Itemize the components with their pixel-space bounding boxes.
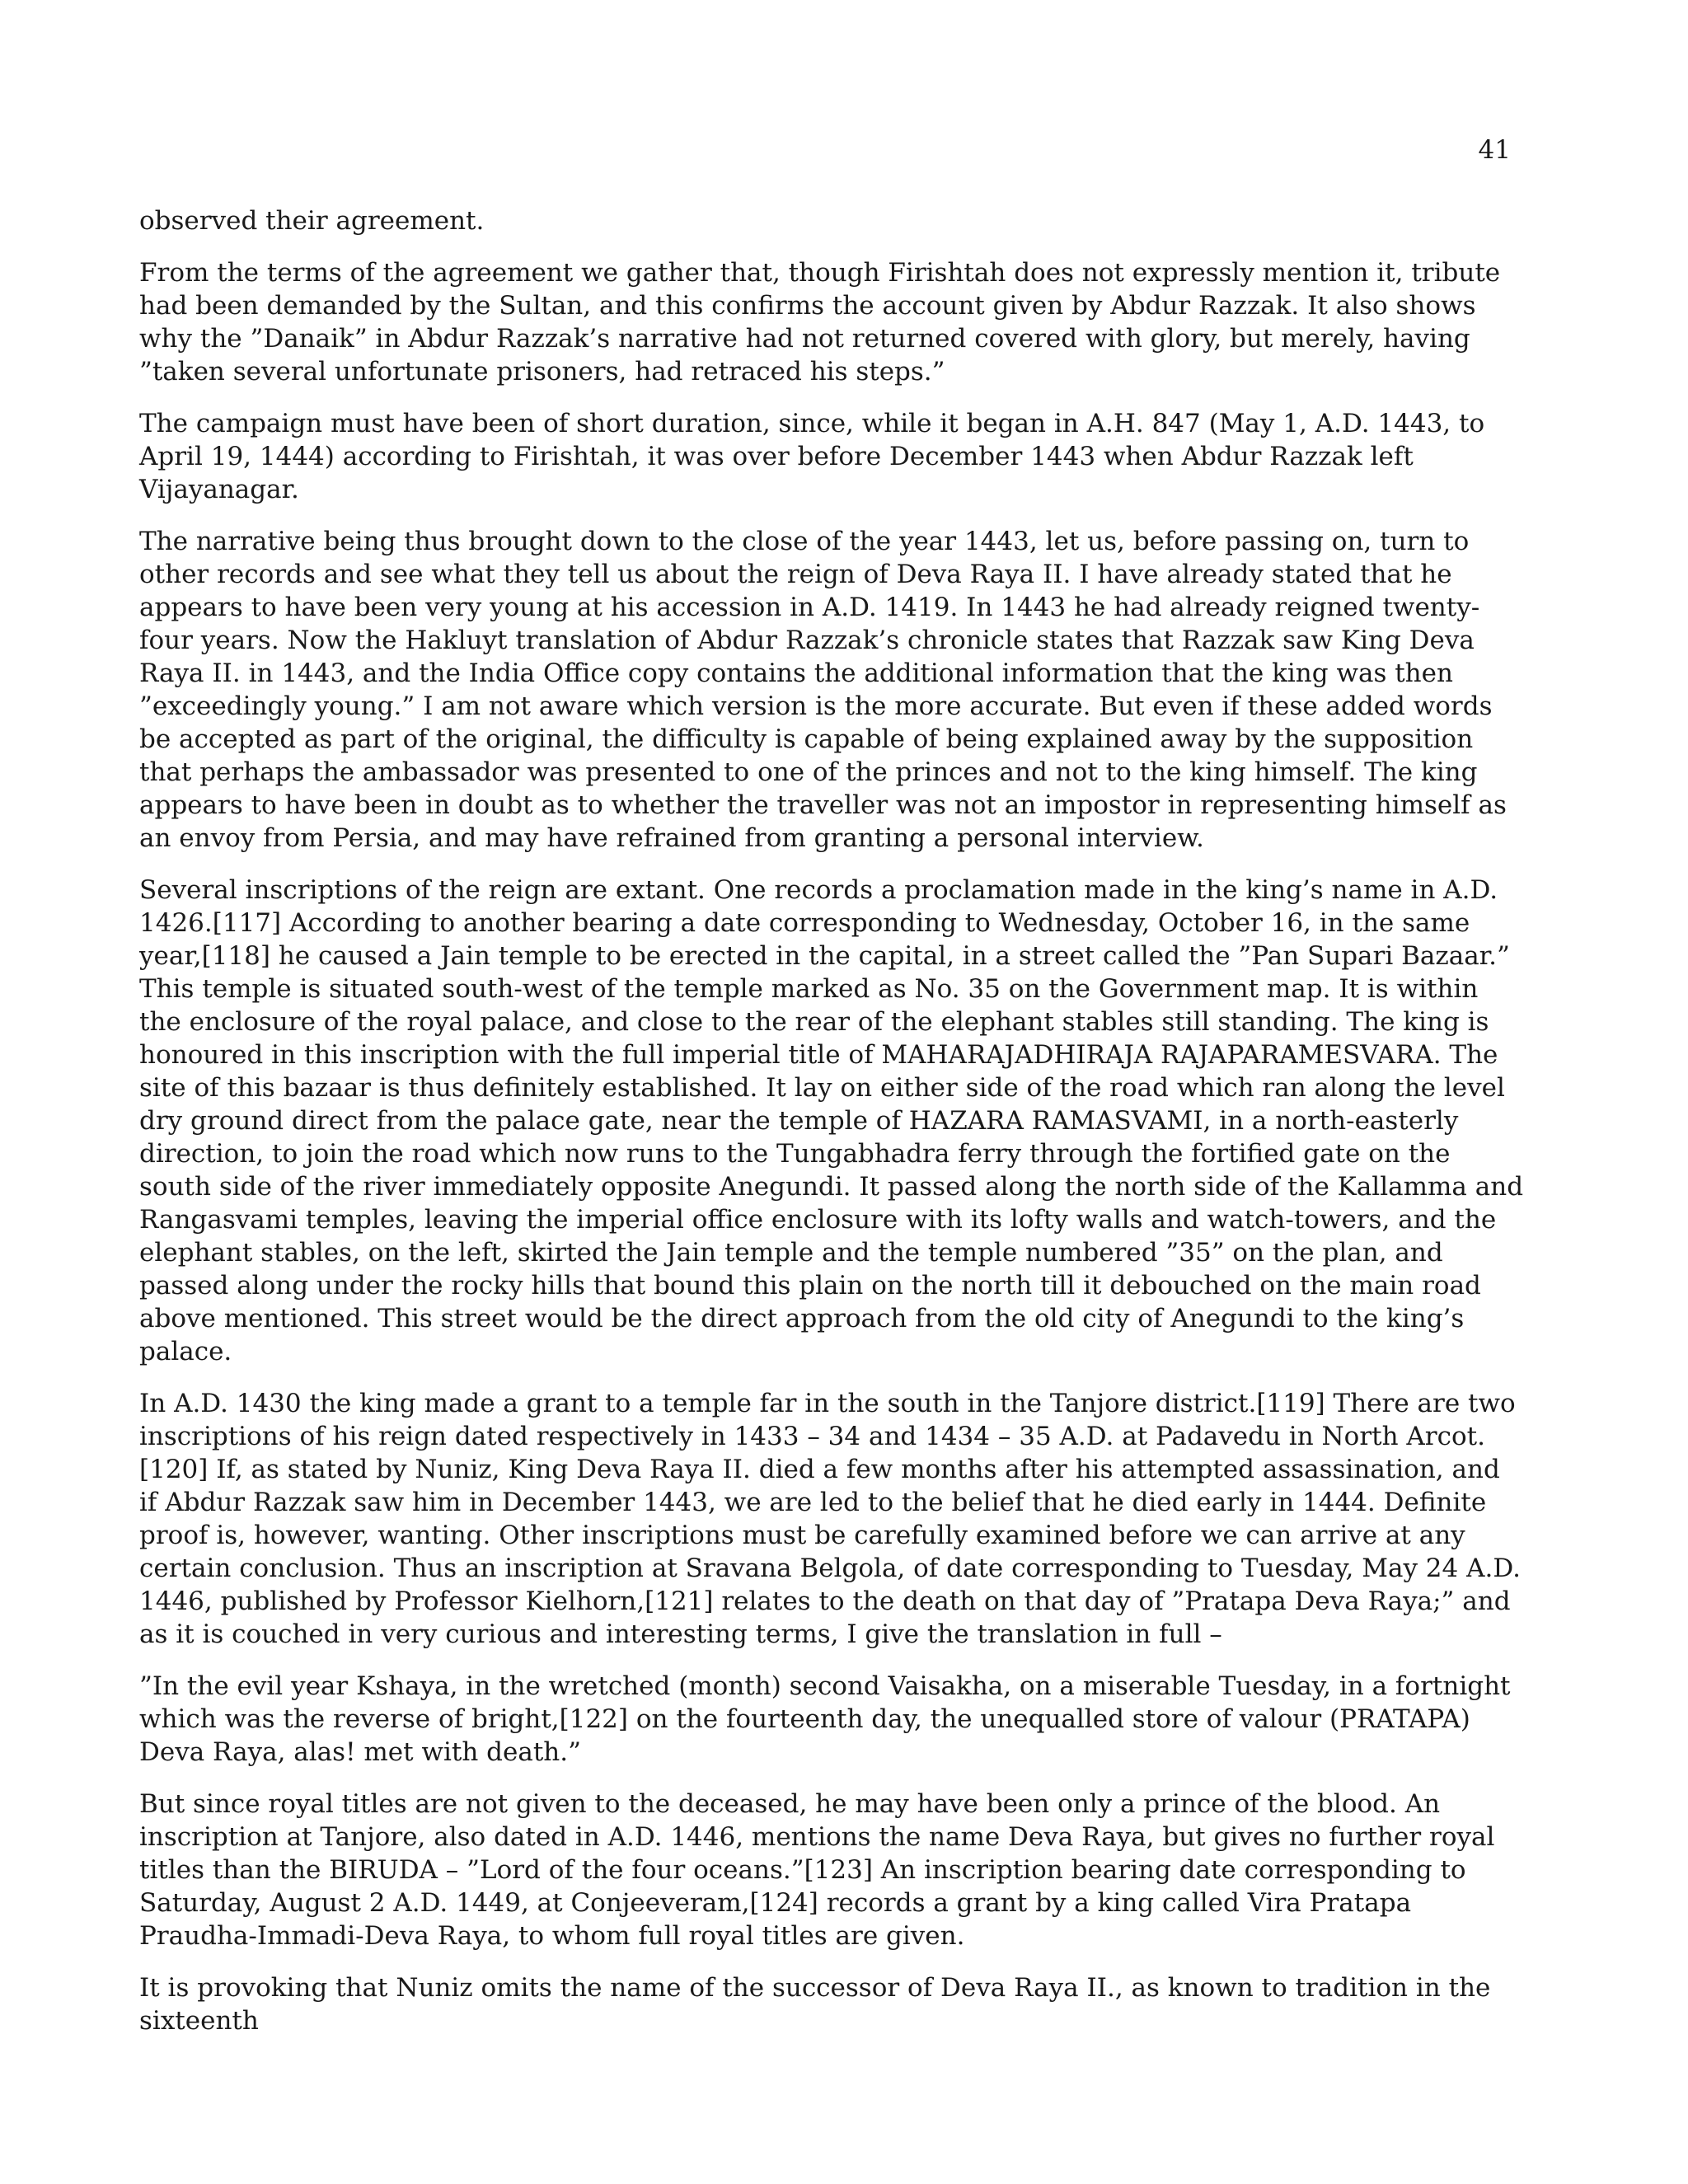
page-body <box>139 204 1526 2056</box>
page-number: 41 <box>1478 135 1511 165</box>
paragraph-7-quotation: ”In the evil year Kshaya, in the wretched (month) second Vaisakha, on a miserable Tuesday, in a fortnight which was the reverse of bright,[122] on the fourteenth day, the unequalled store of valour (PRATAPA) Deva Raya, alas! met with death.” <box>139 1671 1511 1767</box>
paragraph-6: In A.D. 1430 the king made a grant to a temple far in the south in the Tanjore district.[119] There are two inscriptions of his reign dated respectively in 1433 – 34 and 1434 – 35 A.D. at Padavedu in North Arcot.[120] If, as stated by Nuniz, King Deva Raya II. died a few months after his attempted assassination, and if Abdur Razzak saw him in December 1443, we are led to the belief that he died early in 1444. Definite proof is, however, wanting. Other inscriptions must be carefully examined before we can arrive at any certain conclusion. Thus an inscription at Sravana Belgola, of date corresponding to Tuesday, May 24 A.D. 1446, published by Professor Kielhorn,[121] relates to the death on that day of ”Pratapa Deva Raya;” and as it is couched in very curious and interesting terms, I give the translation in full – <box>139 1389 1521 1649</box>
paragraph-8: But since royal titles are not given to the deceased, he may have been only a prince of the blood. An inscription at Tanjore, also dated in A.D. 1446, mentions the name Deva Raya, but gives no further royal titles than the BIRUDA – ”Lord of the four oceans.”[123] An inscription bearing date corresponding to Saturday, August 2 A.D. 1449, at Conjeeveram,[124] records a grant by a king called Vira Pratapa Praudha-Immadi-Deva Raya, to whom full royal titles are given. <box>139 1789 1495 1951</box>
paragraph-4: The narrative being thus brought down to the close of the year 1443, let us, before passing on, turn to other records and see what they tell us about the reign of Deva Raya II. I have already stated that he appears to have been very young at his accession in A.D. 1419. In 1443 he had already reigned twenty-four years. Now the Hakluyt translation of Abdur Razzak’s chronicle states that Razzak saw King Deva Raya II. in 1443, and the India Office copy contains the additional information that the king was then ”exceedingly young.” I am not aware which version is the more accurate. But even if these added words be accepted as part of the original, the difficulty is capable of being explained away by the supposition that perhaps the ambassador was presented to one of the princes and not to the king himself. The king appears to have been in doubt as to whether the traveller was not an impostor in representing himself as an envoy from Persia, and may have refrained from granting a personal interview. <box>139 527 1507 853</box>
paragraph-3: The campaign must have been of short duration, since, while it began in A.H. 847 (May 1, A.D. 1443, to April 19, 1444) according to Firishtah, it was over before December 1443 when Abdur Razzak left Vijayanagar. <box>139 409 1485 504</box>
paragraph-1: observed their agreement. <box>139 206 485 236</box>
paragraph-5: Several inscriptions of the reign are extant. One records a proclamation made in the king’s name in A.D. 1426.[117] According to another bearing a date corresponding to Wednesday, October 16, in the same year,[118] he caused a Jain temple to be erected in the capital, in a street called the ”Pan Supari Bazaar.” This temple is situated south-west of the temple marked as No. 35 on the Government map. It is within the enclosure of the royal palace, and close to the rear of the elephant stables still standing. The king is honoured in this inscription with the full imperial title of MAHARAJADHIRAJA RAJAPARAMESVARA. The site of this bazaar is thus definitely established. It lay on either side of the road which ran along the level dry ground direct from the palace gate, near the temple of HAZARA RAMASVAMI, in a north-easterly direction, to join the road which now runs to the Tungabhadra ferry through the fortified gate on the south side of the river immediately opposite Anegundi. It passed along the north side of the Kallamma and Rangasvami temples, leaving the imperial office enclosure with its lofty walls and watch-towers, and the elephant stables, on the left, skirted the Jain temple and the temple numbered ”35” on the plan, and passed along under the rocky hills that bound this plain on the north till it debouched on the main road above mentioned. This street would be the direct approach from the old city of Anegundi to the king’s palace. <box>139 875 1524 1366</box>
paragraph-2: From the terms of the agreement we gather that, though Firishtah does not expressly mention it, tribute had been demanded by the Sultan, and this confirms the account given by Abdur Razzak. It also shows why the ”Danaik” in Abdur Razzak’s narrative had not returned covered with glory, but merely, having ”taken several unfortunate prisoners, had retraced his steps.” <box>139 258 1501 387</box>
paragraph-9: It is provoking that Nuniz omits the name of the successor of Deva Raya II., as known to tradition in the sixteenth <box>139 1973 1491 2036</box>
